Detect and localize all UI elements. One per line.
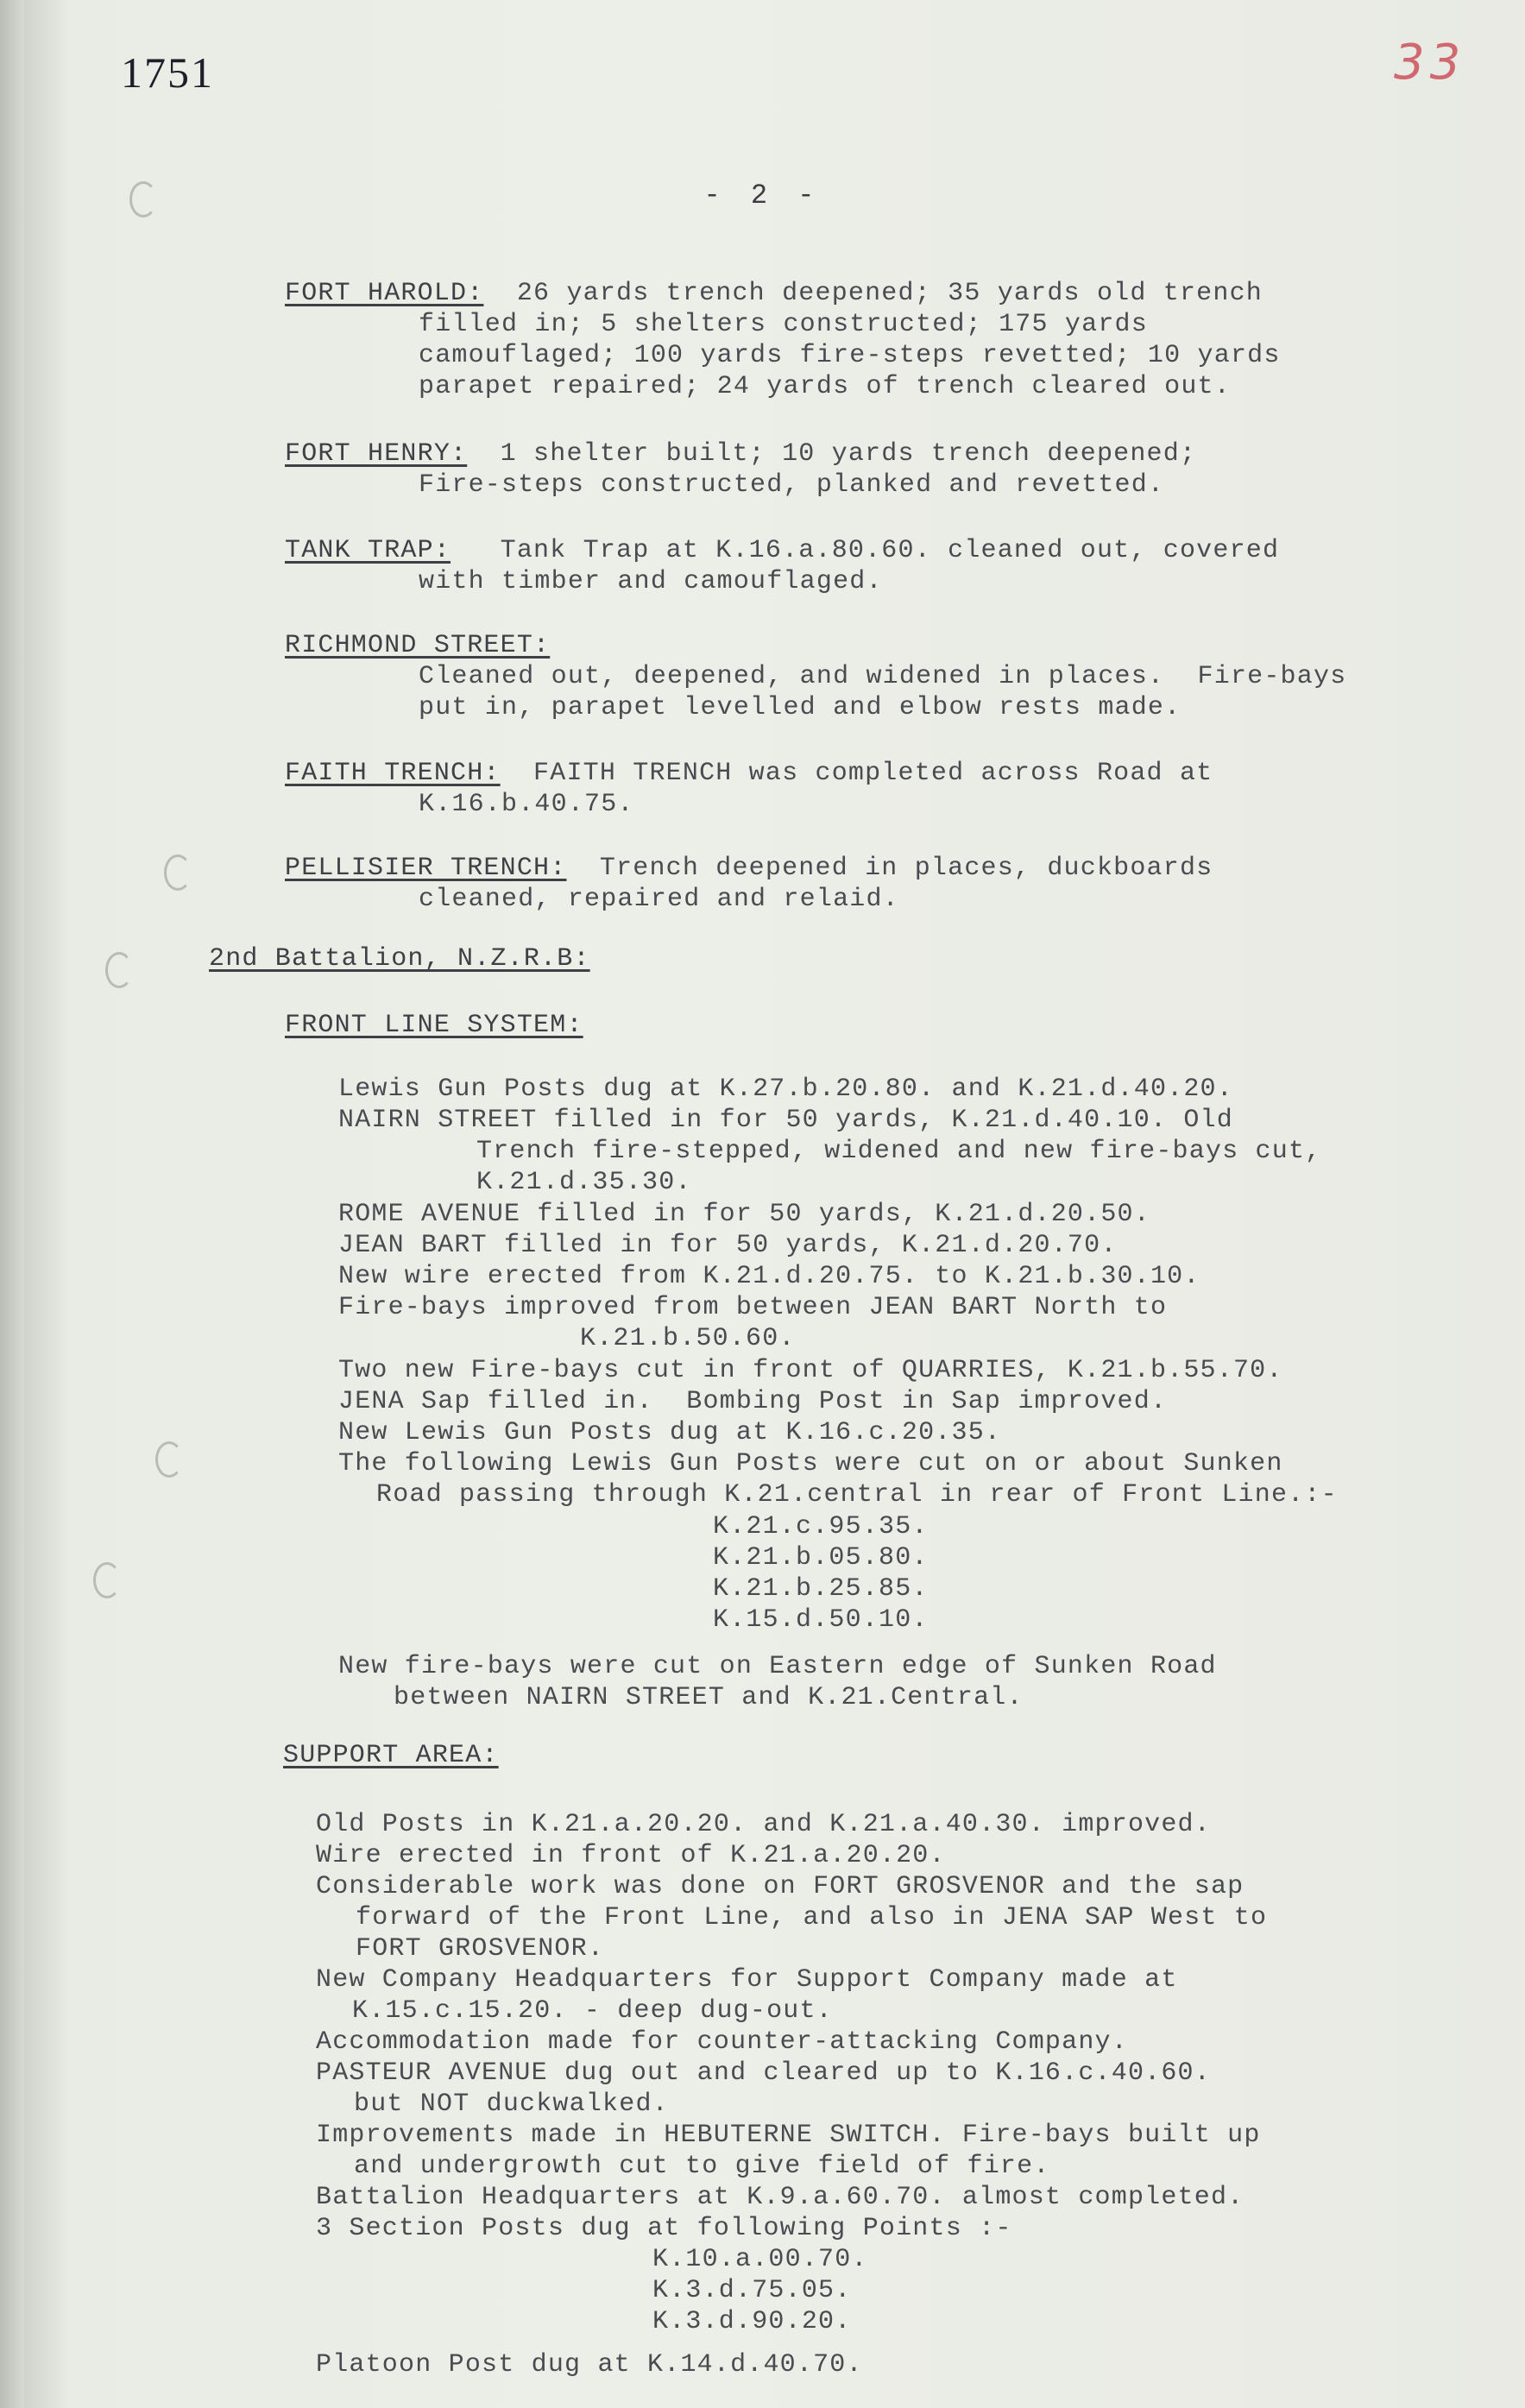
punch-hole-mark bbox=[93, 1562, 121, 1598]
section-text: Tank Trap at K.16.a.80.60. cleaned out, covered bbox=[500, 536, 1280, 565]
front-line-entry: K.21.b.50.60. bbox=[580, 1324, 796, 1353]
section-text: K.16.b.40.75. bbox=[419, 790, 634, 819]
front-line-entry: Two new Fire-bays cut in front of QUARRIES, K.21.b.55.70. bbox=[338, 1356, 1283, 1385]
grid-reference: K.21.b.05.80. bbox=[713, 1543, 929, 1573]
section-text: Trench deepened in places, duckboards bbox=[599, 854, 1213, 883]
front-line-entry: K.21.d.35.30. bbox=[476, 1168, 692, 1197]
grid-reference: K.10.a.00.70. bbox=[652, 2245, 868, 2274]
section-text: parapet repaired; 24 yards of trench cleared out. bbox=[419, 372, 1231, 401]
front-line-entry: JEAN BART filled in for 50 yards, K.21.d.20.70. bbox=[338, 1231, 1118, 1260]
support-entry: Accommodation made for counter-attacking Company. bbox=[316, 2027, 1128, 2057]
section-text: with timber and camouflaged. bbox=[419, 567, 883, 596]
support-entry: Battalion Headquarters at K.9.a.60.70. almost completed. bbox=[316, 2183, 1245, 2212]
section-heading: RICHMOND STREET: bbox=[285, 631, 551, 660]
grid-reference: K.15.d.50.10. bbox=[713, 1605, 929, 1635]
support-entry: but NOT duckwalked. bbox=[354, 2090, 669, 2119]
support-entry: 3 Section Posts dug at following Points :- bbox=[316, 2214, 1012, 2243]
grid-reference: K.21.c.95.35. bbox=[713, 1512, 929, 1541]
front-line-entry: Lewis Gun Posts dug at K.27.b.20.80. and K.21.d.40.20. bbox=[338, 1075, 1233, 1104]
section-heading: FAITH TRENCH: bbox=[285, 759, 501, 788]
section-fort-harold bbox=[285, 278, 1263, 309]
front-line-entry: Trench fire-stepped, widened and new fire-bays cut, bbox=[476, 1137, 1322, 1166]
folio-number: 33 bbox=[1394, 35, 1466, 91]
support-area-heading: SUPPORT AREA: bbox=[283, 1741, 499, 1770]
front-line-entry: NAIRN STREET filled in for 50 yards, K.21.d.40.10. Old bbox=[338, 1106, 1233, 1135]
grid-reference: K.21.b.25.85. bbox=[713, 1574, 929, 1604]
front-line-entry: Fire-bays improved from between JEAN BART North to bbox=[338, 1293, 1168, 1322]
section-text: FAITH TRENCH was completed across Road at bbox=[533, 759, 1213, 788]
support-entry: K.15.c.15.20. - deep dug-out. bbox=[352, 1996, 833, 2026]
front-line-entry: between NAIRN STREET and K.21.Central. bbox=[394, 1683, 1024, 1712]
front-line-entry: ROME AVENUE filled in for 50 yards, K.21.d.20.50. bbox=[338, 1200, 1150, 1229]
punch-hole-mark bbox=[105, 952, 133, 988]
front-line-entry: New Lewis Gun Posts dug at K.16.c.20.35. bbox=[338, 1418, 1002, 1447]
support-entry: Old Posts in K.21.a.20.20. and K.21.a.40.30. improved. bbox=[316, 1810, 1211, 1839]
section-text: Cleaned out, deepened, and widened in places. Fire-bays bbox=[419, 662, 1347, 691]
support-entry: PASTEUR AVENUE dug out and cleared up to K.16.c.40.60. bbox=[316, 2058, 1211, 2088]
front-line-entry: New fire-bays were cut on Eastern edge of Sunken Road bbox=[338, 1652, 1217, 1681]
support-entry: Platoon Post dug at K.14.d.40.70. bbox=[316, 2350, 863, 2380]
front-line-entry: Road passing through K.21.central in rear of Front Line.:- bbox=[376, 1480, 1338, 1510]
section-heading: FORT HENRY: bbox=[285, 439, 468, 469]
front-line-heading: FRONT LINE SYSTEM: bbox=[285, 1011, 583, 1040]
section-text: filled in; 5 shelters constructed; 175 yards bbox=[419, 310, 1148, 339]
section-heading: FORT HAROLD: bbox=[285, 279, 484, 308]
punch-hole-mark bbox=[129, 181, 157, 217]
section-text: cleaned, repaired and relaid. bbox=[419, 885, 899, 914]
reference-number: 1751 bbox=[121, 48, 214, 97]
section-text: Fire-steps constructed, planked and revetted. bbox=[419, 470, 1165, 500]
grid-reference: K.3.d.75.05. bbox=[652, 2276, 852, 2305]
section-text: camouflaged; 100 yards fire-steps revetted; 10 yards bbox=[419, 341, 1281, 370]
section-text: 26 yards trench deepened; 35 yards old trench bbox=[516, 279, 1263, 308]
punch-hole-mark bbox=[164, 854, 192, 891]
section-faith-trench bbox=[285, 758, 1213, 789]
support-entry: FORT GROSVENOR. bbox=[356, 1934, 605, 1964]
section-text: put in, parapet levelled and elbow rests made. bbox=[419, 693, 1182, 722]
section-text: 1 shelter built; 10 yards trench deepened; bbox=[500, 439, 1197, 469]
support-entry: and undergrowth cut to give field of fire. bbox=[354, 2152, 1050, 2181]
section-tank-trap bbox=[285, 535, 1279, 566]
battalion-heading: 2nd Battalion, N.Z.R.B: bbox=[209, 944, 590, 974]
section-pellisier-trench bbox=[285, 853, 1213, 884]
support-entry: New Company Headquarters for Support Company made at bbox=[316, 1965, 1178, 1995]
section-fort-henry bbox=[285, 438, 1196, 470]
section-heading: PELLISIER TRENCH: bbox=[285, 854, 567, 883]
page-number: - 2 - bbox=[703, 180, 822, 211]
support-entry: Wire erected in front of K.21.a.20.20. bbox=[316, 1841, 946, 1870]
support-entry: Improvements made in HEBUTERNE SWITCH. Fire-bays built up bbox=[316, 2121, 1261, 2150]
front-line-entry: JENA Sap filled in. Bombing Post in Sap improved. bbox=[338, 1387, 1168, 1416]
front-line-entry: The following Lewis Gun Posts were cut on or about Sunken bbox=[338, 1449, 1283, 1478]
support-entry: Considerable work was done on FORT GROSVENOR and the sap bbox=[316, 1872, 1245, 1901]
support-entry: forward of the Front Line, and also in JENA SAP West to bbox=[356, 1903, 1268, 1932]
front-line-entry: New wire erected from K.21.d.20.75. to K.21.b.30.10. bbox=[338, 1262, 1200, 1291]
paper-edge bbox=[0, 0, 24, 2408]
punch-hole-mark bbox=[155, 1441, 183, 1478]
grid-reference: K.3.d.90.20. bbox=[652, 2307, 852, 2336]
section-heading: TANK TRAP: bbox=[285, 536, 451, 565]
section-richmond-street bbox=[285, 630, 550, 661]
